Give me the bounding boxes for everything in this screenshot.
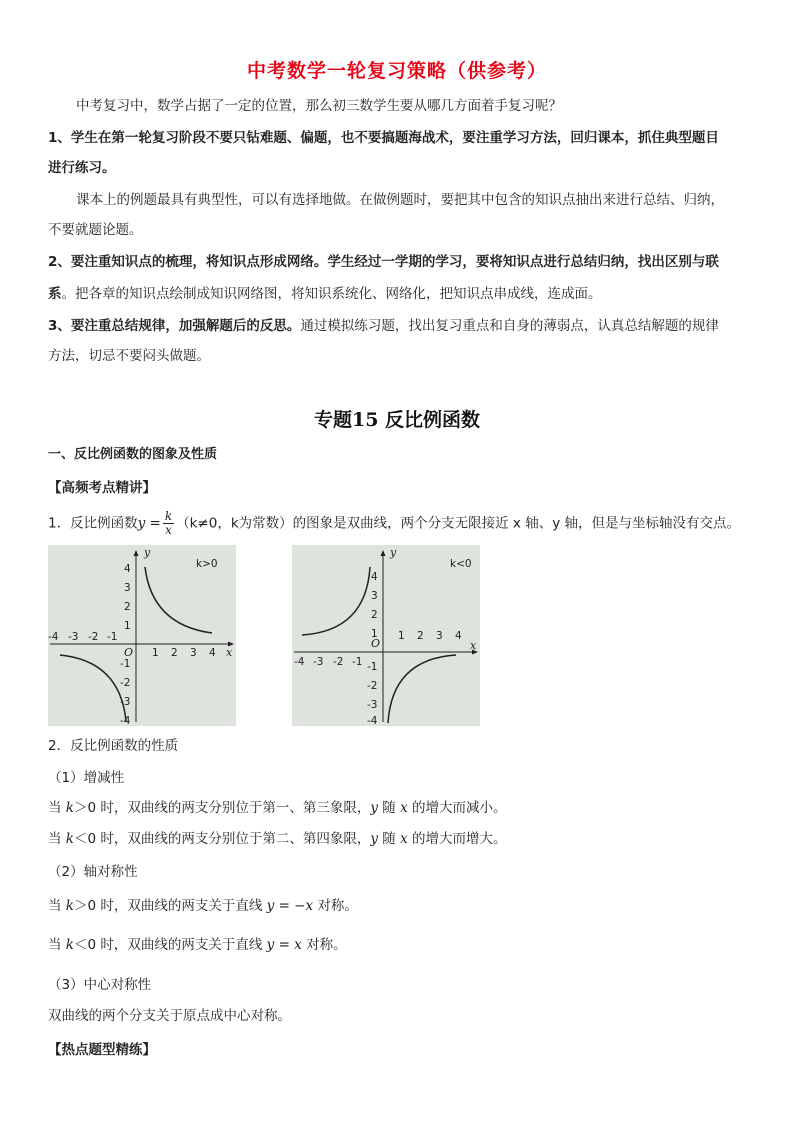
y-tick-4: 4 xyxy=(124,563,131,575)
y-tick-3: 3 xyxy=(371,590,378,602)
strategy-1-para-2: 不要就题论题。 xyxy=(48,222,143,238)
graph-k-negative-svg xyxy=(292,545,480,726)
axis-symmetry-negative xyxy=(48,935,347,955)
hyperbola-branch-q4 xyxy=(388,655,456,723)
page-title: 中考数学一轮复习策略（供参考） xyxy=(246,60,547,82)
y-tick-neg1: -1 xyxy=(120,658,131,670)
monotonicity-heading: （1）增减性 xyxy=(48,770,125,786)
graph-k-positive xyxy=(48,545,236,726)
x-tick-neg1: -1 xyxy=(107,631,118,643)
strategy-1-para-1: 课本上的例题最具有典型性，可以有选择地做。在做例题时，要把其中包含的知识点抽出来进行总结、归纳， xyxy=(76,192,724,208)
origin-label: O xyxy=(124,646,134,659)
fraction-numerator: k xyxy=(164,509,173,523)
text-fragment: ＜0 时，双曲线的两支分别位于第二、第四象限， xyxy=(73,831,371,847)
y-tick-1: 1 xyxy=(124,620,131,632)
y-tick-neg1: -1 xyxy=(367,661,378,673)
y-tick-neg2: -2 xyxy=(367,680,378,692)
graph-condition-label: k<0 xyxy=(450,558,472,570)
hyperbola-branch-q3 xyxy=(60,655,126,721)
graph-k-negative xyxy=(292,545,480,726)
x-tick-neg2: -2 xyxy=(88,631,99,643)
text-fragment: 的增大而增大。 xyxy=(407,831,507,847)
point-2-heading: 2．反比例函数的性质 xyxy=(48,738,179,754)
strategy-2-line-2 xyxy=(48,284,602,304)
y-tick-neg3: -3 xyxy=(120,696,131,708)
y-tick-3: 3 xyxy=(124,582,131,594)
point-1-eq-lhs: y = xyxy=(137,515,161,532)
var-x: x xyxy=(400,800,408,816)
origin-label: O xyxy=(371,637,381,650)
x-tick-neg3: -3 xyxy=(313,656,324,668)
monotonicity-positive xyxy=(48,798,507,818)
text-fragment: ＞0 时，双曲线的两支关于直线 xyxy=(73,898,267,914)
x-tick-1: 1 xyxy=(152,647,159,659)
axis-symmetry-heading: （2）轴对称性 xyxy=(48,864,138,880)
point-1-prefix: 1．反比例函数 xyxy=(48,515,138,532)
var-k: k xyxy=(65,937,74,953)
high-frequency-label: 【高频考点精讲】 xyxy=(48,480,156,496)
k-over-x-fraction xyxy=(163,510,174,537)
x-tick-neg4: -4 xyxy=(294,656,305,668)
x-tick-neg4: -4 xyxy=(48,631,59,643)
x-tick-4: 4 xyxy=(209,647,216,659)
text-fragment: 当 xyxy=(48,937,66,953)
strategy-3-line-2: 方法，切忌不要闷头做题。 xyxy=(48,348,210,364)
text-fragment: 的增大而减小。 xyxy=(407,800,507,816)
y-tick-1: 1 xyxy=(371,628,378,640)
monotonicity-negative xyxy=(48,829,507,849)
y-tick-2: 2 xyxy=(371,609,378,621)
graph-k-positive-svg xyxy=(48,545,236,726)
strategy-3-bold: 3、要注重总结规律，加强解题后的反思。 xyxy=(48,318,301,334)
point-1-line xyxy=(48,510,740,537)
x-tick-1: 1 xyxy=(398,630,405,642)
var-k: k xyxy=(65,800,74,816)
x-tick-2: 2 xyxy=(171,647,178,659)
strategy-2-bold-tail: 系 xyxy=(48,286,62,302)
hot-topics-label: 【热点题型精练】 xyxy=(48,1042,156,1058)
x-tick-3: 3 xyxy=(190,647,197,659)
point-1-suffix: （k≠0，k为常数）的图象是双曲线，两个分支无限接近 x 轴、y 轴，但是与坐标轴没有交点。 xyxy=(176,515,740,532)
x-tick-neg1: -1 xyxy=(352,656,363,668)
x-tick-neg2: -2 xyxy=(333,656,344,668)
x-tick-2: 2 xyxy=(417,630,424,642)
x-tick-4: 4 xyxy=(455,630,462,642)
central-symmetry-text: 双曲线的两个分支关于原点成中心对称。 xyxy=(48,1008,291,1024)
text-fragment: 当 xyxy=(48,800,66,816)
equation: y = x xyxy=(266,937,302,953)
text-fragment: ＞0 时，双曲线的两支分别位于第一、第三象限， xyxy=(73,800,371,816)
var-y: y xyxy=(370,831,379,847)
central-symmetry-heading: （3）中心对称性 xyxy=(48,977,152,993)
axis-symmetry-positive xyxy=(48,896,358,916)
text-fragment: 对称。 xyxy=(313,898,358,914)
x-axis-label: x xyxy=(226,646,233,659)
y-axis-label: y xyxy=(144,546,151,559)
y-tick-2: 2 xyxy=(124,601,131,613)
hyperbola-branch-q1 xyxy=(145,567,212,633)
topic-heading: 专题15 反比例函数 xyxy=(313,409,481,431)
text-fragment: 当 xyxy=(48,831,66,847)
var-y: y xyxy=(370,800,379,816)
x-axis-label: x xyxy=(470,639,477,652)
fraction-denominator: x xyxy=(165,523,172,537)
y-tick-4: 4 xyxy=(371,571,378,583)
text-fragment: 对称。 xyxy=(301,937,347,953)
y-tick-neg4: -4 xyxy=(367,715,378,726)
text-fragment: 随 xyxy=(378,831,401,847)
text-fragment: 当 xyxy=(48,898,66,914)
strategy-2-rest: 。把各章的知识点绘制成知识网络图，将知识系统化、网络化，把知识点串成线，连成面。 xyxy=(61,286,602,302)
x-tick-neg3: -3 xyxy=(68,631,79,643)
var-k: k xyxy=(65,898,74,914)
var-k: k xyxy=(65,831,74,847)
strategy-3-line-1 xyxy=(48,316,719,336)
hyperbola-branch-q2 xyxy=(302,567,370,635)
x-tick-3: 3 xyxy=(436,630,443,642)
section-heading: 一、反比例函数的图象及性质 xyxy=(48,447,218,462)
strategy-1-line-1: 1、学生在第一轮复习阶段不要只钻难题、偏题，也不要搞题海战术，要注重学习方法，回归课本，抓住典型题目 xyxy=(48,130,719,146)
y-tick-neg2: -2 xyxy=(120,677,131,689)
graph-condition-label: k>0 xyxy=(196,558,218,570)
intro-paragraph: 中考复习中，数学占据了一定的位置，那么初三数学生要从哪几方面着手复习呢？ xyxy=(76,98,562,114)
y-tick-neg3: -3 xyxy=(367,699,378,711)
equation: y = −x xyxy=(266,898,314,914)
var-x: x xyxy=(400,831,408,847)
text-fragment: 随 xyxy=(378,800,401,816)
y-axis-label: y xyxy=(390,546,397,559)
text-fragment: ＜0 时，双曲线的两支关于直线 xyxy=(73,937,267,953)
y-tick-neg4: -4 xyxy=(120,715,131,726)
strategy-2-line-1: 2、要注重知识点的梳理，将知识点形成网络。学生经过一学期的学习，要将知识点进行总结归纳，找出区别与联 xyxy=(48,254,719,270)
strategy-3-rest: 通过模拟练习题，找出复习重点和自身的薄弱点，认真总结解题的规律 xyxy=(300,318,719,334)
strategy-1-line-2: 进行练习。 xyxy=(48,160,116,176)
